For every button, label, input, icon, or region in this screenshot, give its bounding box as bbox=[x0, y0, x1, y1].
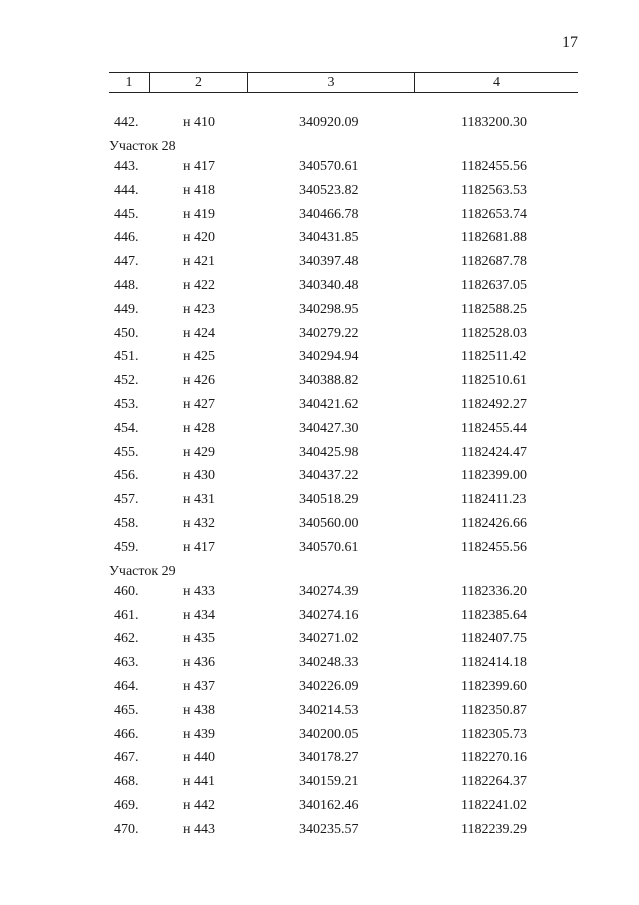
coordinate-y: 1182399.00 bbox=[461, 468, 527, 484]
coordinate-x: 340466.78 bbox=[299, 206, 359, 222]
point-index: 468. bbox=[114, 774, 139, 790]
table-row bbox=[0, 631, 639, 655]
coordinate-y: 1182350.87 bbox=[461, 702, 527, 718]
point-name: н 441 bbox=[183, 774, 215, 790]
table-row bbox=[0, 679, 639, 703]
coordinate-x: 340294.94 bbox=[299, 349, 359, 365]
coordinate-y: 1182426.66 bbox=[461, 515, 527, 531]
table-row bbox=[0, 278, 639, 302]
coordinate-y: 1182687.78 bbox=[461, 254, 527, 270]
point-index: 469. bbox=[114, 797, 139, 813]
point-index: 457. bbox=[114, 492, 139, 508]
point-index: 460. bbox=[114, 583, 139, 599]
coordinate-x: 340214.53 bbox=[299, 702, 359, 718]
point-name: н 437 bbox=[183, 678, 215, 694]
table-row bbox=[0, 703, 639, 727]
coordinate-y: 1182681.88 bbox=[461, 230, 527, 246]
coordinate-x: 340274.39 bbox=[299, 583, 359, 599]
point-index: 448. bbox=[114, 277, 139, 293]
coordinate-x: 340397.48 bbox=[299, 254, 359, 270]
point-index: 464. bbox=[114, 678, 139, 694]
coordinate-x: 340920.09 bbox=[299, 115, 359, 130]
coordinate-x: 340235.57 bbox=[299, 821, 359, 837]
section-heading-row bbox=[0, 139, 639, 159]
point-name: н 429 bbox=[183, 444, 215, 460]
coordinate-x: 340437.22 bbox=[299, 468, 359, 484]
coordinate-y: 1182455.56 bbox=[461, 158, 527, 174]
table-row bbox=[0, 655, 639, 679]
coordinate-x: 340388.82 bbox=[299, 373, 359, 389]
point-name: н 421 bbox=[183, 254, 215, 270]
table-row bbox=[0, 774, 639, 798]
point-name: н 439 bbox=[183, 726, 215, 742]
coordinate-y: 1182424.47 bbox=[461, 444, 527, 460]
point-name: н 425 bbox=[183, 349, 215, 365]
coordinate-y: 1182414.18 bbox=[461, 655, 527, 671]
point-name: н 418 bbox=[183, 182, 215, 198]
point-index: 462. bbox=[114, 631, 139, 647]
point-index: 467. bbox=[114, 750, 139, 766]
table-row bbox=[0, 727, 639, 751]
point-index: 442. bbox=[114, 115, 139, 130]
coordinate-y: 1183200.30 bbox=[461, 115, 527, 130]
coordinate-x: 340226.09 bbox=[299, 678, 359, 694]
table-row bbox=[0, 468, 639, 492]
coordinates-table-body bbox=[0, 115, 639, 846]
coordinate-y: 1182305.73 bbox=[461, 726, 527, 742]
coordinate-y: 1182511.42 bbox=[461, 349, 527, 365]
coordinate-y: 1182528.03 bbox=[461, 325, 527, 341]
table-row bbox=[0, 326, 639, 350]
point-index: 459. bbox=[114, 539, 139, 555]
coordinate-x: 340279.22 bbox=[299, 325, 359, 341]
point-index: 455. bbox=[114, 444, 139, 460]
point-index: 456. bbox=[114, 468, 139, 484]
header-column-3: 3 bbox=[247, 73, 414, 92]
point-name: н 431 bbox=[183, 492, 215, 508]
table-row bbox=[0, 445, 639, 469]
point-name: н 422 bbox=[183, 277, 215, 293]
point-name: н 432 bbox=[183, 515, 215, 531]
coordinate-x: 340570.61 bbox=[299, 158, 359, 174]
point-name: н 443 bbox=[183, 821, 215, 837]
section-label: Участок 28 bbox=[109, 138, 176, 154]
point-index: 445. bbox=[114, 206, 139, 222]
point-index: 470. bbox=[114, 821, 139, 837]
coordinate-y: 1182637.05 bbox=[461, 277, 527, 293]
coordinate-x: 340159.21 bbox=[299, 774, 359, 790]
coordinate-x: 340427.30 bbox=[299, 420, 359, 436]
table-row bbox=[0, 159, 639, 183]
coordinate-x: 340298.95 bbox=[299, 301, 359, 317]
point-index: 446. bbox=[114, 230, 139, 246]
table-row bbox=[0, 608, 639, 632]
section-heading-row bbox=[0, 564, 639, 584]
point-name: н 435 bbox=[183, 631, 215, 647]
point-name: н 434 bbox=[183, 607, 215, 623]
point-name: н 423 bbox=[183, 301, 215, 317]
coordinate-x: 340523.82 bbox=[299, 182, 359, 198]
coordinate-y: 1182588.25 bbox=[461, 301, 527, 317]
point-index: 444. bbox=[114, 182, 139, 198]
table-row bbox=[0, 373, 639, 397]
table-row bbox=[0, 421, 639, 445]
coordinate-y: 1182239.29 bbox=[461, 821, 527, 837]
point-index: 449. bbox=[114, 301, 139, 317]
coordinate-x: 340200.05 bbox=[299, 726, 359, 742]
table-row bbox=[0, 397, 639, 421]
coordinate-y: 1182385.64 bbox=[461, 607, 527, 623]
point-name: н 433 bbox=[183, 583, 215, 599]
table-row bbox=[0, 540, 639, 564]
coordinate-x: 340570.61 bbox=[299, 539, 359, 555]
point-name: н 440 bbox=[183, 750, 215, 766]
point-index: 458. bbox=[114, 515, 139, 531]
point-name: н 438 bbox=[183, 702, 215, 718]
point-name: н 410 bbox=[183, 115, 215, 130]
coordinate-x: 340271.02 bbox=[299, 631, 359, 647]
point-name: н 430 bbox=[183, 468, 215, 484]
header-column-4: 4 bbox=[414, 73, 578, 92]
table-row bbox=[0, 822, 639, 846]
coordinate-x: 340560.00 bbox=[299, 515, 359, 531]
coordinate-x: 340518.29 bbox=[299, 492, 359, 508]
point-index: 461. bbox=[114, 607, 139, 623]
point-index: 454. bbox=[114, 420, 139, 436]
table-row bbox=[0, 254, 639, 278]
coordinate-x: 340162.46 bbox=[299, 797, 359, 813]
point-name: н 420 bbox=[183, 230, 215, 246]
point-name: н 419 bbox=[183, 206, 215, 222]
coordinate-x: 340178.27 bbox=[299, 750, 359, 766]
point-name: н 442 bbox=[183, 797, 215, 813]
table-header bbox=[109, 72, 578, 93]
coordinate-y: 1182407.75 bbox=[461, 631, 527, 647]
point-name: н 436 bbox=[183, 655, 215, 671]
point-name: н 424 bbox=[183, 325, 215, 341]
table-row bbox=[0, 302, 639, 326]
point-index: 450. bbox=[114, 325, 139, 341]
table-row bbox=[0, 492, 639, 516]
table-row bbox=[0, 207, 639, 231]
header-column-2: 2 bbox=[149, 73, 247, 92]
point-name: н 417 bbox=[183, 539, 215, 555]
page-number: 17 bbox=[562, 34, 578, 51]
coordinate-y: 1182270.16 bbox=[461, 750, 527, 766]
point-index: 463. bbox=[114, 655, 139, 671]
coordinate-y: 1182563.53 bbox=[461, 182, 527, 198]
coordinate-y: 1182455.56 bbox=[461, 539, 527, 555]
point-index: 447. bbox=[114, 254, 139, 270]
table-row bbox=[0, 516, 639, 540]
point-name: н 427 bbox=[183, 396, 215, 412]
table-row bbox=[0, 183, 639, 207]
coordinate-x: 340421.62 bbox=[299, 396, 359, 412]
table-row bbox=[0, 750, 639, 774]
table-row bbox=[0, 584, 639, 608]
point-index: 453. bbox=[114, 396, 139, 412]
point-index: 451. bbox=[114, 349, 139, 365]
table-row bbox=[0, 115, 639, 139]
section-label: Участок 29 bbox=[109, 563, 176, 579]
table-row bbox=[0, 230, 639, 254]
coordinate-y: 1182411.23 bbox=[461, 492, 527, 508]
coordinate-y: 1182455.44 bbox=[461, 420, 527, 436]
point-index: 443. bbox=[114, 158, 139, 174]
table-row bbox=[0, 349, 639, 373]
coordinate-x: 340425.98 bbox=[299, 444, 359, 460]
point-name: н 417 bbox=[183, 158, 215, 174]
coordinate-y: 1182241.02 bbox=[461, 797, 527, 813]
header-column-1: 1 bbox=[125, 75, 133, 90]
coordinate-x: 340340.48 bbox=[299, 277, 359, 293]
point-name: н 428 bbox=[183, 420, 215, 436]
coordinate-y: 1182510.61 bbox=[461, 373, 527, 389]
coordinate-x: 340431.85 bbox=[299, 230, 359, 246]
coordinate-y: 1182264.37 bbox=[461, 774, 527, 790]
point-index: 466. bbox=[114, 726, 139, 742]
coordinate-x: 340274.16 bbox=[299, 607, 359, 623]
table-row bbox=[0, 798, 639, 822]
coordinate-y: 1182399.60 bbox=[461, 678, 527, 694]
point-index: 465. bbox=[114, 702, 139, 718]
point-index: 452. bbox=[114, 373, 139, 389]
coordinate-y: 1182336.20 bbox=[461, 583, 527, 599]
coordinate-x: 340248.33 bbox=[299, 655, 359, 671]
point-name: н 426 bbox=[183, 373, 215, 389]
coordinate-y: 1182653.74 bbox=[461, 206, 527, 222]
coordinate-y: 1182492.27 bbox=[461, 396, 527, 412]
